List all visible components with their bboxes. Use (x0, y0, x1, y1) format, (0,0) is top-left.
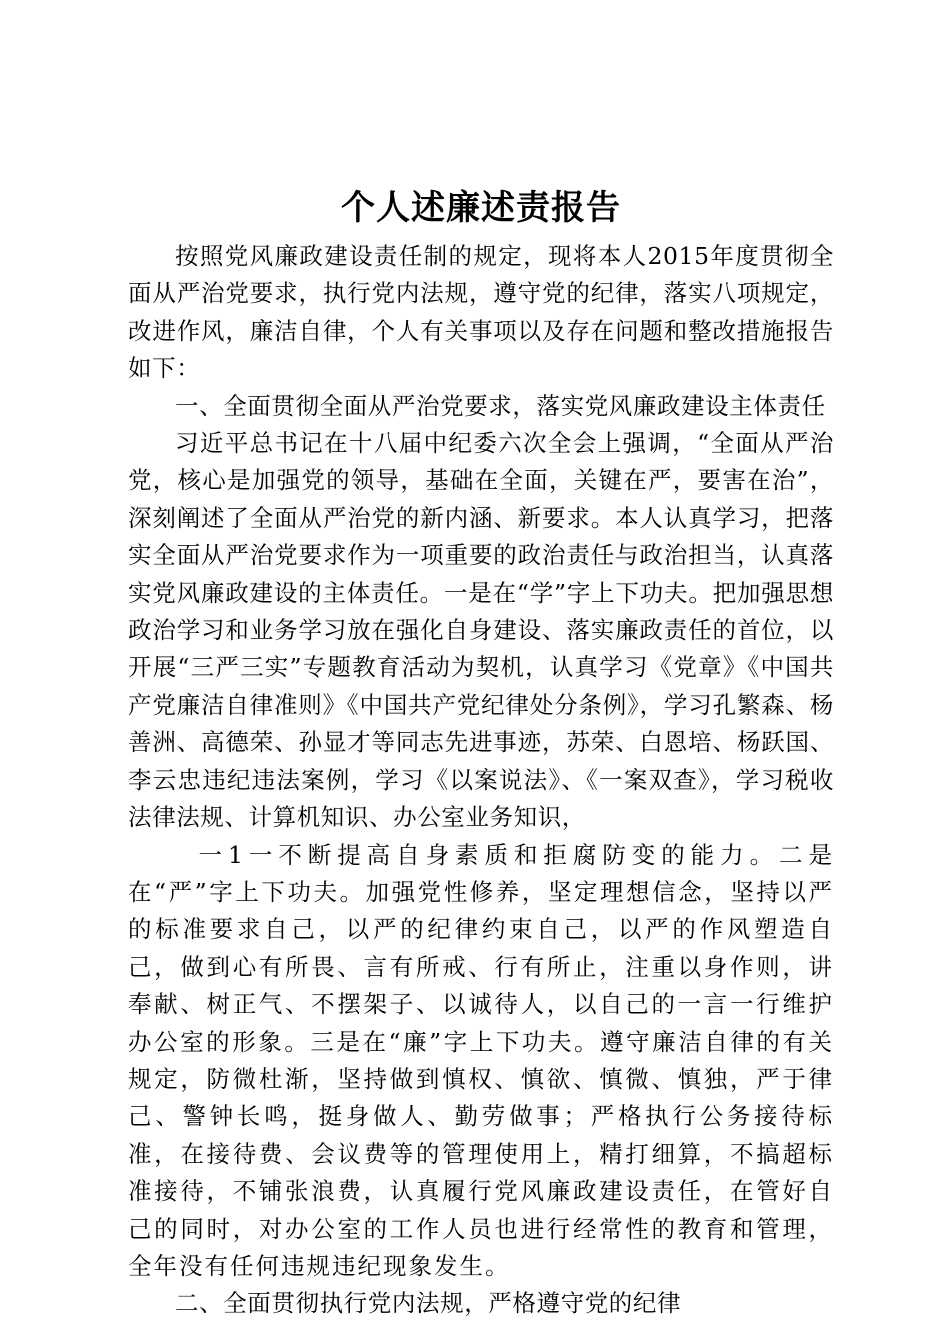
document-page (128, 186, 834, 1323)
intro-paragraph: 按照党风廉政建设责任制的规定，现将本人2015年度贯彻全面从严治党要求，执行党内法规，遵守党的纪律，落实八项规定，改进作风，廉洁自律，个人有关事项以及存在问题和整改措施报告如下： (128, 242, 834, 383)
body-paragraph-2: 一1一不断提高自身素质和拒腐防变的能力。二是在“严”字上下功夫。加强党性修养，坚定理想信念，坚持以严的标准要求自己，以严的纪律约束自己，以严的作风塑造自己，做到心有所畏、言有所戒、行有所止，注重以身作则，讲奉献、树正气、不摆架子、以诚待人，以自己的一言一行维护办公室的形象。三是在“廉”字上下功夫。遵守廉洁自律的有关规定，防微杜渐，坚持做到慎权、慎欲、慎微、慎独，严于律己、警钟长鸣，挺身做人、勤劳做事；严格执行公务接待标准，在接待费、会议费等的管理使用上，精打细算，不搞超标准接待，不铺张浪费，认真履行党风廉政建设责任，在管好自己的同时，对办公室的工作人员也进行经常性的教育和管理，全年没有任何违规违纪现象发生。 (128, 840, 834, 1280)
section-heading-2: 二、全面贯彻执行党内法规，严格遵守党的纪律 (175, 1289, 682, 1318)
body-paragraph-1: 习近平总书记在十八届中纪委六次全会上强调，“全面从严治党，核心是加强党的领导，基础在全面，关键在严，要害在治”，深刻阐述了全面从严治党的新内涵、新要求。本人认真学习，把落实全面从严治党要求作为一项重要的政治责任与政治担当，认真落实党风廉政建设的主体责任。一是在“学”字上下功夫。把加强思想政治学习和业务学习放在强化自身建设、落实廉政责任的首位，以开展“三严三实”专题教育活动为契机，认真学习《党章》《中国共产党廉洁自律准则》《中国共产党纪律处分条例》，学习孔繁森、杨善洲、高德荣、孙显才等同志先进事迹，苏荣、白恩培、杨跃国、李云忠违纪违法案例，学习《以案说法》、《一案双查》，学习税收法律法规、计算机知识、办公室业务知识， (128, 429, 834, 832)
document-title: 个人述廉述责报告 (341, 188, 621, 228)
section-heading-1: 一、全面贯彻全面从严治党要求，落实党风廉政建设主体责任 (175, 391, 826, 420)
